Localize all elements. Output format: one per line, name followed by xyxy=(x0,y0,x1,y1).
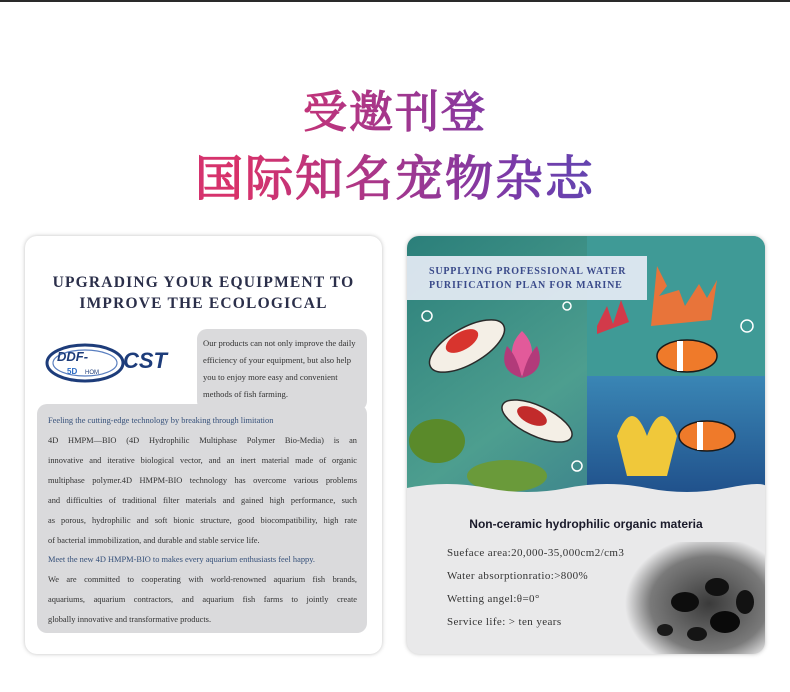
logo-text-cst: CST xyxy=(123,348,167,373)
intro-line: Our products can not only improve the daily xyxy=(203,338,356,348)
logo-text-hom: HOM xyxy=(85,370,99,376)
lily-pad xyxy=(409,419,465,463)
right-card xyxy=(407,236,765,654)
spec-water-absorption: Water absorptionratio:>800% xyxy=(447,570,589,582)
pore xyxy=(705,578,729,596)
description-line: Meet the new 4D HMPM-BIO to makes every aquarium enthusiasts feel happy. xyxy=(48,555,315,564)
description-line: Feeling the cutting-edge technology by breaking through limitation xyxy=(48,416,274,425)
logo-text-5d: 5D xyxy=(67,367,78,376)
brand-logo xyxy=(45,341,185,383)
intro-line: methods of fish farming. xyxy=(203,389,288,399)
intro-line: you to enjoy more easy and convenient xyxy=(203,372,338,382)
clownfish xyxy=(679,421,735,451)
description-line: multiphase polymer.4D HMPM-BIO technology has overcome various problems xyxy=(48,476,357,485)
page-subtitle: 国际知名宠物杂志 xyxy=(0,140,790,209)
left-card xyxy=(25,236,382,654)
description-line: innovative and iterative biological vector, and an inert material made of organic xyxy=(48,456,357,465)
card-headline-line1: UPGRADING YOUR EQUIPMENT TO xyxy=(52,274,355,291)
description-line: globally innovative and transformative products. xyxy=(48,615,212,624)
clownfish-stripe xyxy=(677,341,683,371)
pore xyxy=(671,592,699,612)
spec-surface-area: Sueface area:20,000-35,000cm2/cm3 xyxy=(447,547,625,559)
clownfish xyxy=(657,340,717,372)
spec-service-life: Service life: > ten years xyxy=(447,616,562,628)
description-line: as porous, hydrophilic and soft bionic structure, good biocompatibility, high rate xyxy=(48,516,357,525)
pore xyxy=(710,611,740,633)
description-line: aquariums, aquarium contractors, and aquarium fish farms to jointly create xyxy=(48,595,357,604)
intro-line: efficiency of your equipment, but also help xyxy=(203,355,352,365)
porous-material-image xyxy=(625,542,765,654)
banner-line2: PURIFICATION PLAN FOR MARINE xyxy=(429,280,623,291)
description-line: We are committed to cooperating with world-renowned aquarium fish brands, xyxy=(48,575,357,584)
clownfish-stripe xyxy=(697,422,703,450)
pore xyxy=(657,624,673,636)
aquarium-illustration xyxy=(407,236,765,498)
description-panel xyxy=(37,404,367,633)
page-title: 受邀刊登 xyxy=(0,76,790,140)
description-line: 4D HMPM—BIO (4D Hydrophilic Multiphase Polymer Bio-Media) is an xyxy=(48,436,357,445)
intro-panel xyxy=(197,329,367,411)
description-line: of bacterial immobilization, and durable and stable service life. xyxy=(48,536,260,545)
description-line: and difficulties of traditional filter materials and gained high performance, such xyxy=(48,496,357,505)
pore xyxy=(736,590,754,614)
card-headline-line2: IMPROVE THE ECOLOGICAL xyxy=(79,295,328,312)
banner-line1: SUPPLYING PROFESSIONAL WATER xyxy=(429,266,627,277)
logo-text-ddf: DDF- xyxy=(57,349,89,364)
spec-wetting-angle: Wetting angel:θ=0° xyxy=(447,593,540,605)
top-divider xyxy=(0,0,790,2)
pore xyxy=(687,627,707,641)
material-heading: Non-ceramic hydrophilic organic materia xyxy=(469,517,703,531)
